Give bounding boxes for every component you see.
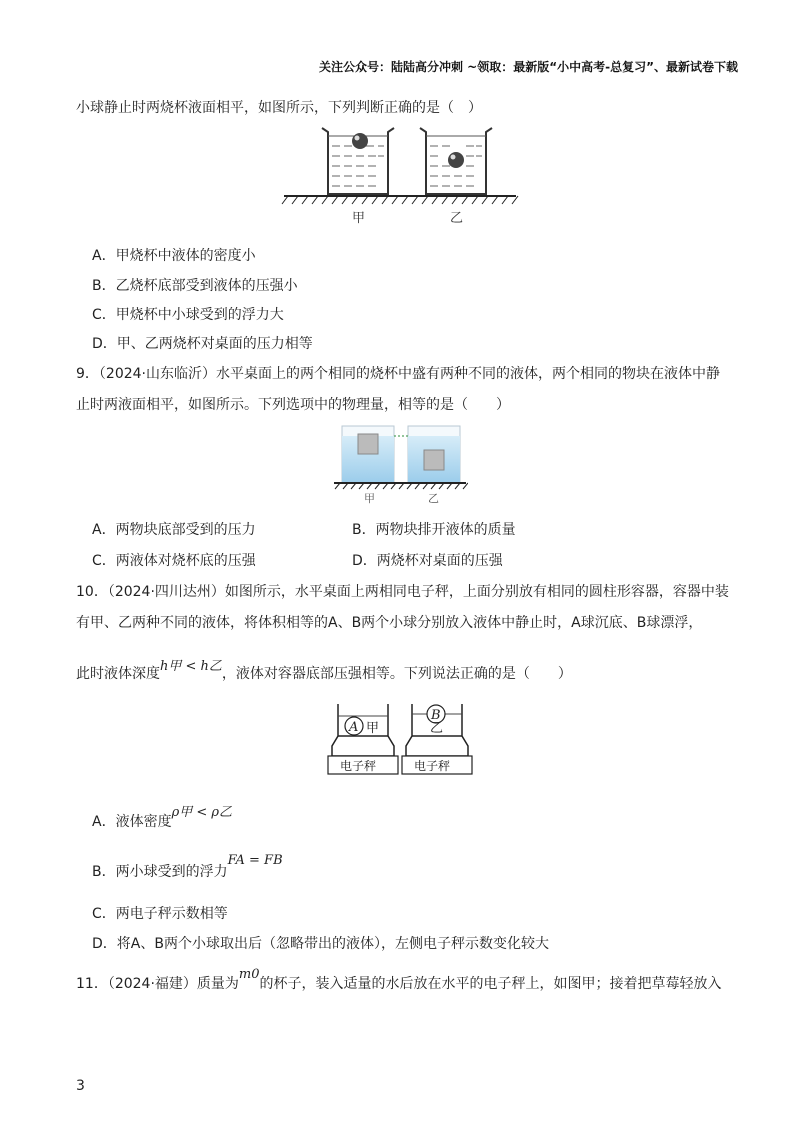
page-number: 3 <box>76 1078 85 1094</box>
q10-liquid-b-label: 乙 <box>430 721 444 736</box>
q8-beaker-yi <box>420 128 492 194</box>
q9-stem-line1: 9．（2024·山东临沂）水平桌面上的两个相同的烧杯中盛有两种不同的液体，两个相同的物块在液体中静 <box>76 366 720 382</box>
q8-label-yi: 乙 <box>450 211 464 226</box>
q8-option-a: A．甲烧杯中液体的密度小 <box>92 248 256 264</box>
q9-block-yi <box>424 450 444 470</box>
q8-ball-jia <box>352 133 368 149</box>
q9-stem-line2: 止时两液面相平，如图所示。下列选项中的物理量，相等的是（ ） <box>76 397 510 413</box>
q10-liquid-a-label: 甲 <box>366 721 380 736</box>
q8-option-d: D．甲、乙两烧杯对桌面的压力相等 <box>92 336 313 352</box>
q9-beaker-jia <box>342 426 394 482</box>
q10-option-b-formula: FA = FB <box>227 853 283 868</box>
q8-option-c: C．甲烧杯中小球受到的浮力大 <box>92 307 284 323</box>
q10-ball-a-label: A <box>349 720 359 735</box>
q8-beaker-jia <box>322 128 394 194</box>
q10-option-b <box>92 853 283 883</box>
q10-stem-line1: 10．（2024·四川达州）如图所示，水平桌面上两相同电子秤，上面分别放有相同的圆柱形容器，容器中装 <box>76 584 729 600</box>
q10-stem-line2: 有甲、乙两种不同的液体，将体积相等的A、B两个小球分别放入液体中静止时，A球沉底、B球漂浮， <box>76 615 703 631</box>
q9-label-jia: 甲 <box>364 492 375 504</box>
q10-stem-line3-pre: 此时液体深度 <box>76 666 160 682</box>
q10-depth-formula: h甲 < h乙 <box>160 659 222 674</box>
q8-stem: 小球静止时两烧杯液面相平，如图所示，下列判断正确的是（ ） <box>76 100 482 116</box>
q11-mass-symbol: m0 <box>238 967 260 982</box>
q9-block-jia <box>358 434 378 454</box>
page-header: 关注公众号：陆陆高分冲刺 ~领取：最新版“小中高考-总复习”、最新试卷下载 <box>319 60 738 74</box>
q10-left-container <box>328 704 398 774</box>
q10-option-b-text: B．两小球受到的浮力 <box>92 864 228 880</box>
q8-label-jia: 甲 <box>352 211 366 226</box>
q9-option-d: D．两烧杯对桌面的压强 <box>352 553 503 569</box>
q10-option-a <box>92 805 233 833</box>
q10-stem-line3 <box>76 659 572 685</box>
q10-figure <box>326 702 476 778</box>
q10-stem-line3-post: ，液体对容器底部压强相等。下列说法正确的是（ ） <box>221 666 572 682</box>
q9-option-b: B．两物块排开液体的质量 <box>352 522 516 538</box>
q9-beaker-yi <box>408 426 460 482</box>
q11-stem-pre: 11．（2024·福建）质量为 <box>76 976 239 992</box>
q9-figure <box>332 420 468 504</box>
q10-left-scale-label: 电子秤 <box>340 759 377 773</box>
q10-option-a-formula: ρ甲 < ρ乙 <box>171 805 233 820</box>
q8-option-b: B．乙烧杯底部受到液体的压强小 <box>92 278 298 294</box>
q11-stem-post: 的杯子，装入适量的水后放在水平的电子秤上，如图甲；接着把草莓轻放入 <box>259 976 722 992</box>
q9-option-c: C．两液体对烧杯底的压强 <box>92 553 256 569</box>
q8-figure <box>280 122 520 230</box>
q11-stem <box>76 967 722 995</box>
q9-option-a: A．两物块底部受到的压力 <box>92 522 256 538</box>
q10-option-d: D．将A、B两个小球取出后（忽略带出的液体），左侧电子秤示数变化较大 <box>92 936 549 952</box>
q10-option-c: C．两电子秤示数相等 <box>92 906 228 922</box>
q10-right-scale-label: 电子秤 <box>414 759 451 773</box>
q10-right-container <box>402 704 472 774</box>
q10-ball-b-label: B <box>431 708 441 723</box>
q10-option-a-text: A．液体密度 <box>92 814 172 830</box>
q9-label-yi: 乙 <box>428 492 439 504</box>
q8-ball-yi <box>448 152 464 168</box>
